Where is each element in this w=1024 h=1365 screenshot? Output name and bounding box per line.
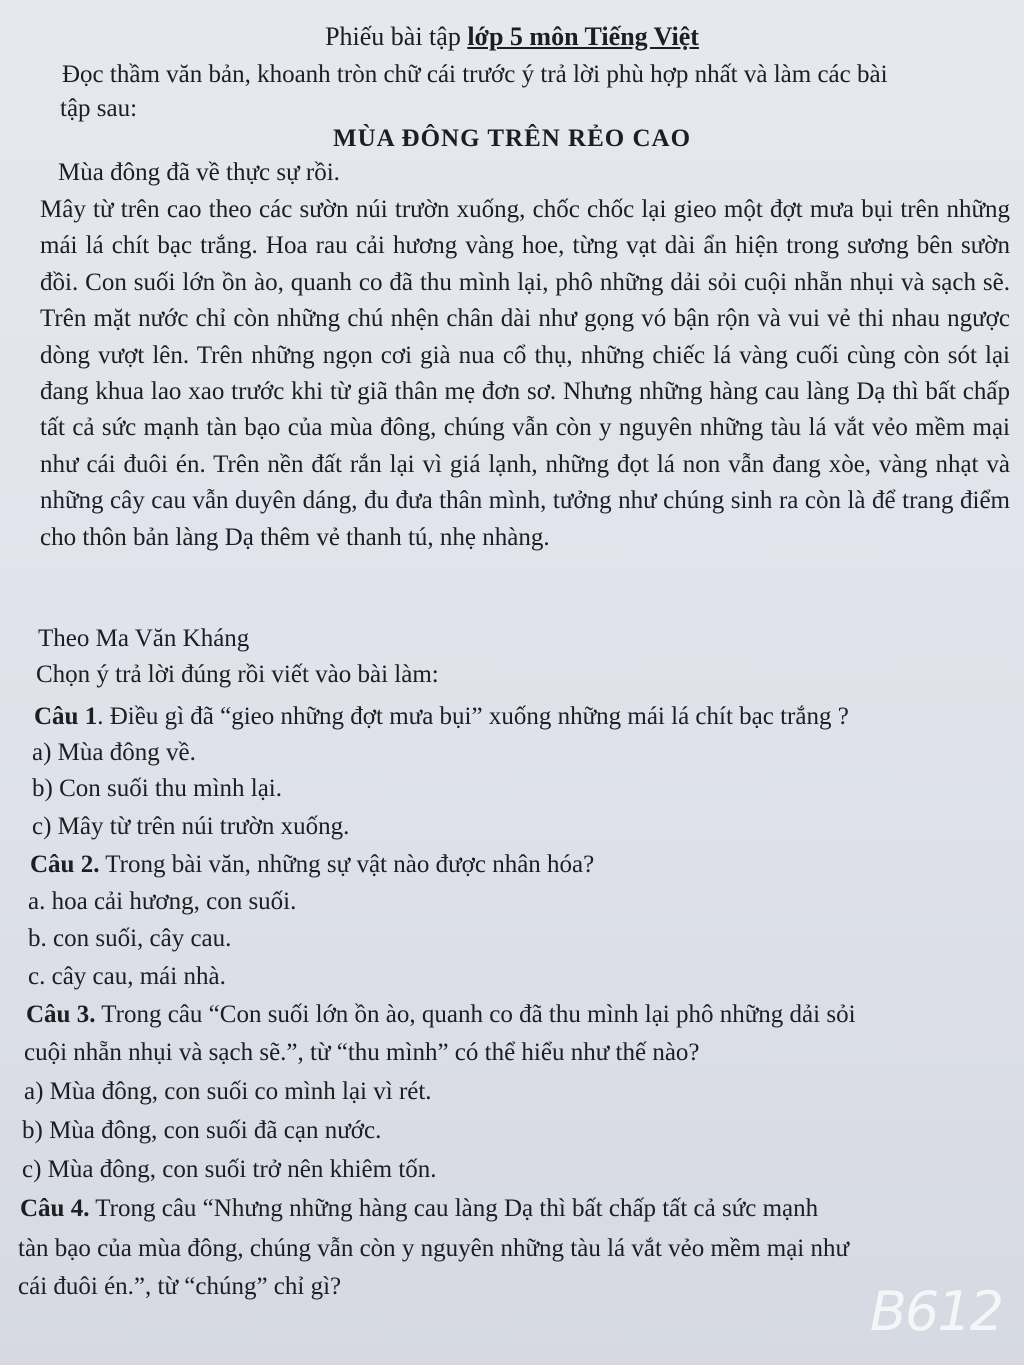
question-3-option-a: a) Mùa đông, con suối co mình lại vì rét. — [24, 1078, 432, 1105]
question-2-option-c: c. cây cau, mái nhà. — [28, 963, 226, 990]
title-prefix: Phiếu bài tập — [325, 22, 468, 51]
question-2-option-a: a. hoa cải hương, con suối. — [28, 888, 297, 915]
question-1-option-b: b) Con suối thu mình lại. — [32, 775, 282, 802]
question-2-text: Trong bài văn, những sự vật nào được nhân hóa? — [99, 851, 595, 878]
question-1-text: . Điều gì đã “gieo những đợt mưa bụi” xuống những mái lá chít bạc trắng ? — [97, 703, 849, 730]
question-3-option-b: b) Mùa đông, con suối đã cạn nước. — [22, 1117, 382, 1144]
question-4-label: Câu 4. — [20, 1195, 90, 1222]
question-1-option-a: a) Mùa đông về. — [32, 739, 196, 766]
question-3-label: Câu 3. — [26, 1001, 96, 1028]
question-3-text-1: Trong câu “Con suối lớn ồn ào, quanh co đã thu mình lại phô những dải sỏi — [95, 1001, 856, 1028]
camera-watermark: B612 — [869, 1280, 1002, 1343]
question-1-option-c: c) Mây từ trên núi trườn xuống. — [32, 813, 350, 840]
question-1 — [34, 702, 849, 732]
question-2-option-b: b. con suối, cây cau. — [28, 925, 232, 952]
passage-source: Theo Ma Văn Kháng — [38, 625, 250, 652]
passage-body: Mây từ trên cao theo các sườn núi trườn xuống, chốc chốc lại gieo một đợt mưa bụi trên những mái lá chít bạc trắng. Hoa rau cải hương vàng hoe, từng vạt dài ẩn hiện trong sương bên sườn đồi. Con suối lớn ồn ào, quanh co đã thu mình lại, phô những dải sỏi cuội nhẵn nhụi và sạch sẽ. Trên mặt nước chỉ còn những chú nhện chân dài như gọng vó bận rộn và vui vẻ thi nhau ngược dòng vượt lên. Trên những ngọn cơi già nua cổ thụ, những chiếc lá vàng cuối cùng còn sót lại đang khua lao xao trước khi từ giã thân mẹ đơn sơ. Nhưng những hàng cau làng Dạ thì bất chấp tất cả sức mạnh tàn bạo của mùa đông, chúng vẫn còn y nguyên những tàu lá vắt vẻo mềm mại như cái đuôi én. Trên nền đất rắn lại vì giá lạnh, những đọt lá non vẫn đang xòe, vàng nhạt và những cây cau vẫn duyên dáng, đu đưa thân mình, tưởng như chúng sinh ra còn là để trang điểm cho thôn bản làng Dạ thêm vẻ thanh tú, nhẹ nhàng. — [40, 196, 1010, 551]
question-2 — [30, 850, 594, 880]
title-subject: lớp 5 môn Tiếng Việt — [467, 22, 699, 51]
worksheet-title — [0, 22, 1024, 52]
question-3-option-c: c) Mùa đông, con suối trở nên khiêm tốn. — [22, 1156, 437, 1183]
passage-heading: MÙA ĐÔNG TRÊN RẺO CAO — [332, 125, 692, 152]
passage-intro: Mùa đông đã về thực sự rồi. — [58, 159, 340, 186]
instruction-line-2: tập sau: — [60, 95, 138, 122]
question-4-text-1: Trong câu “Nhưng những hàng cau làng Dạ thì bất chấp tất cả sức mạnh — [89, 1195, 819, 1222]
task-instruction: Chọn ý trả lời đúng rồi viết vào bài làm: — [36, 661, 439, 688]
instruction-line-1: Đọc thầm văn bản, khoanh tròn chữ cái trước ý trả lời phù hợp nhất và làm các bài — [62, 61, 888, 88]
question-2-label: Câu 2. — [30, 851, 100, 878]
question-3-line-2: cuội nhẵn nhụi và sạch sẽ.”, từ “thu mình” có thể hiểu như thế nào? — [24, 1039, 700, 1066]
question-4-line-1 — [20, 1194, 818, 1224]
question-4-line-3: cái đuôi én.”, từ “chúng” chỉ gì? — [18, 1273, 342, 1300]
question-4-line-2: tàn bạo của mùa đông, chúng vẫn còn y nguyên những tàu lá vắt vẻo mềm mại như — [18, 1235, 850, 1262]
question-3-line-1 — [26, 1000, 856, 1030]
question-1-label: Câu 1 — [34, 703, 98, 730]
